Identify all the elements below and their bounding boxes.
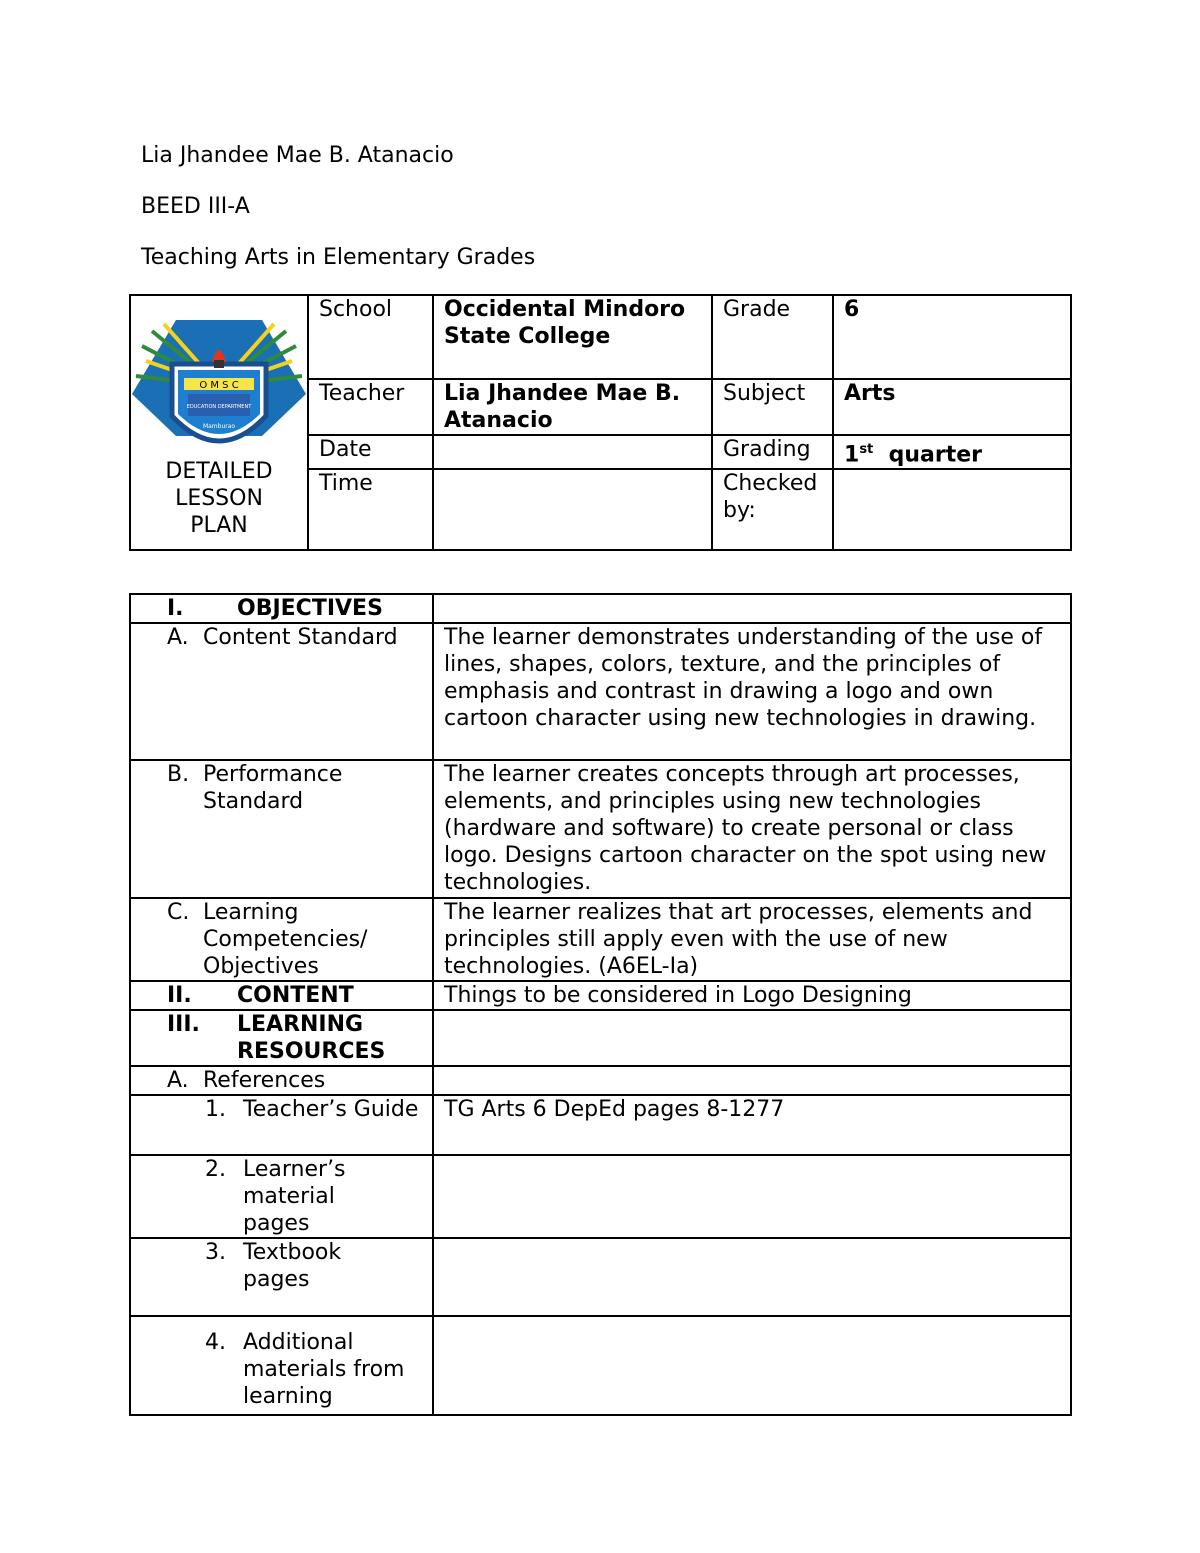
grading-value xyxy=(833,435,1071,469)
teacher-label: Teacher xyxy=(308,379,433,435)
grading-quarter: quarter xyxy=(888,442,982,468)
content-standard-marker: A. xyxy=(167,625,189,650)
date-label: Date xyxy=(308,435,433,469)
school-label: School xyxy=(308,295,433,379)
references-marker: A. xyxy=(167,1068,189,1093)
resources-numeral: III. xyxy=(167,1012,200,1037)
teacher-value: Lia Jhandee Mae B. Atanacio xyxy=(433,379,712,435)
objectives-numeral: I. xyxy=(167,596,184,621)
time-value xyxy=(433,469,712,550)
student-name: Lia Jhandee Mae B. Atanacio xyxy=(141,143,454,168)
school-value: Occidental Mindoro State College xyxy=(433,295,712,379)
content-heading xyxy=(130,981,433,1010)
teachers-guide-text: Teacher’s Guide xyxy=(243,1097,419,1122)
competencies-marker: C. xyxy=(167,900,190,925)
resources-value xyxy=(433,1010,1071,1066)
learners-material-value xyxy=(433,1155,1071,1238)
logo-ribbon-text: EDUCATION DEPARTMENT xyxy=(186,404,252,410)
resources-heading xyxy=(130,1010,433,1066)
objectives-value xyxy=(433,594,1071,623)
course-title: Teaching Arts in Elementary Grades xyxy=(141,245,536,270)
teachers-guide-value: TG Arts 6 DepEd pages 8-1277 xyxy=(433,1095,1071,1155)
logo-bottom-text: Mamburao xyxy=(202,423,236,430)
learners-material-text: Learner’s material pages xyxy=(243,1157,346,1236)
teachers-guide-label xyxy=(130,1095,433,1155)
additional-materials-marker: 4. xyxy=(205,1330,226,1355)
grade-label: Grade xyxy=(712,295,833,379)
date-value xyxy=(433,435,712,469)
content-standard-text: Content Standard xyxy=(203,625,398,650)
grade-value: 6 xyxy=(833,295,1071,379)
logo-top-text: O M S C xyxy=(199,380,239,391)
competencies-value: The learner realizes that art processes, elements and principles still apply even with the use of new technologies. (A6EL-Ia) xyxy=(433,898,1071,981)
resources-label: LEARNING RESOURCES xyxy=(237,1012,386,1064)
textbook-pages-marker: 3. xyxy=(205,1240,226,1265)
objectives-label: OBJECTIVES xyxy=(237,596,383,621)
omsc-logo xyxy=(132,316,306,458)
content-label: CONTENT xyxy=(237,983,354,1008)
title-line-1: DETAILED xyxy=(165,459,273,484)
subject-label: Subject xyxy=(712,379,833,435)
lesson-info-table xyxy=(129,294,1072,551)
grading-label: Grading xyxy=(712,435,833,469)
textbook-pages-value xyxy=(433,1238,1071,1316)
performance-standard-marker: B. xyxy=(167,762,190,787)
objectives-heading xyxy=(130,594,433,623)
student-section: BEED III-A xyxy=(141,194,250,219)
logo-cell xyxy=(130,295,308,550)
performance-standard-value: The learner creates concepts through art processes, elements, and principles using new technologies (hardware and software) to create personal or class logo. Designs cartoon character on the spot using new technologies. xyxy=(433,760,1071,898)
additional-materials-value xyxy=(433,1316,1071,1415)
competencies-label xyxy=(130,898,433,981)
references-value xyxy=(433,1066,1071,1095)
references-label xyxy=(130,1066,433,1095)
textbook-pages-text: Textbook pages xyxy=(243,1240,342,1292)
title-line-3: PLAN xyxy=(190,513,248,538)
teachers-guide-marker: 1. xyxy=(205,1097,226,1122)
learners-material-marker: 2. xyxy=(205,1157,226,1182)
content-numeral: II. xyxy=(167,983,192,1008)
grading-suffix: st xyxy=(859,442,874,457)
performance-standard-text: Performance Standard xyxy=(203,762,343,814)
checked-by-label: Checked by: xyxy=(712,469,833,550)
lesson-plan-title xyxy=(131,458,307,539)
content-value: Things to be considered in Logo Designing xyxy=(433,981,1071,1010)
subject-value: Arts xyxy=(833,379,1071,435)
content-standard-value: The learner demonstrates understanding of the use of lines, shapes, colors, texture, and the principles of emphasis and contrast in drawing a logo and own cartoon character using new technologies in drawing. xyxy=(433,623,1071,760)
lesson-plan-table xyxy=(129,593,1072,1416)
performance-standard-label xyxy=(130,760,433,898)
content-standard-label xyxy=(130,623,433,760)
grading-number: 1 xyxy=(844,442,860,468)
learners-material-label xyxy=(130,1155,433,1238)
time-label: Time xyxy=(308,469,433,550)
additional-materials-text: Additional materials from learning xyxy=(243,1330,405,1409)
references-text: References xyxy=(203,1068,326,1093)
title-line-2: LESSON xyxy=(175,486,263,511)
competencies-text: Learning Competencies/ Objectives xyxy=(203,900,368,979)
checked-by-value xyxy=(833,469,1071,550)
additional-materials-label xyxy=(130,1316,433,1415)
textbook-pages-label xyxy=(130,1238,433,1316)
